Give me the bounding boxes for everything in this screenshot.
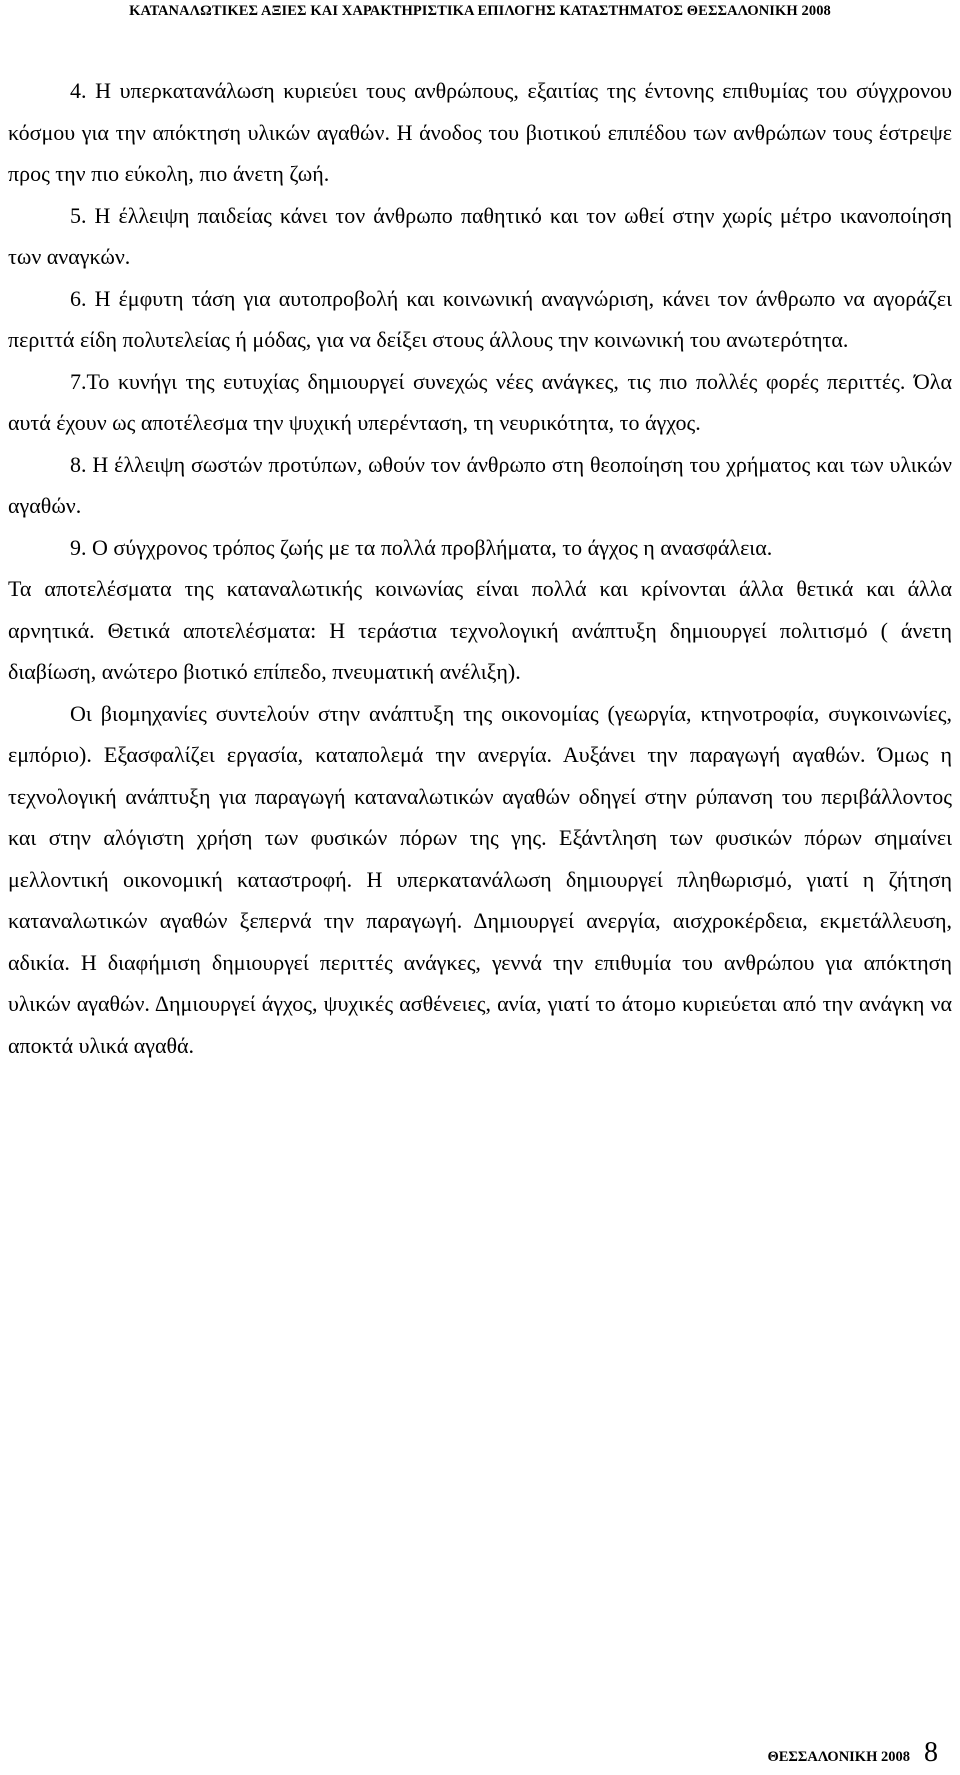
footer-label: ΘΕΣΣΑΛΟΝΙΚΗ 2008 [767, 1749, 910, 1765]
list-item: 9. Ο σύγχρονος τρόπος ζωής με τα πολλά προβλήματα, το άγχος η ανασφάλεια. [70, 534, 773, 560]
page-number: 8 [924, 1737, 938, 1768]
paragraph: Οι βιομηχανίες συντελούν στην ανάπτυξη της οικονομίας (γεωργία, κτηνοτροφία, συγκοινωνίες, εμπόριο). Εξασφαλίζει εργασία, καταπολεμά την ανεργία. Αυξάνει την παραγωγή αγαθών. Όμως η τεχνολογική ανάπτυξη για παραγωγή καταναλωτικών αγαθών οδηγεί στην ρύπανση του περιβάλλοντος και στην αλόγιστη χρήση των φυσικών πόρων της γης. Εξάντληση των φυσικών πόρων σημαίνει μελλοντική οικονομική καταστροφή. Η υπερκατανάλωση δημιουργεί πληθωρισμό, γιατί η ζήτηση καταναλωτικών αγαθών ξεπερνά την παραγωγή. Δημιουργεί ανεργία, αισχροκέρδεια, εκμετάλλευση, αδικία. Η διαφήμιση δημιουργεί περιττές ανάγκες, γεννά την επιθυμία του ανθρώπου για απόκτηση υλικών αγαθών. Δημιουργεί άγχος, ψυχικές ασθένειες, ανία, γιατί το άτομο κυριεύεται από την ανάγκη να αποκτά υλικά αγαθά. [8, 700, 952, 1058]
page-footer [767, 1738, 938, 1768]
paragraph: Τα αποτελέσματα της καταναλωτικής κοινωνίας είναι πολλά και κρίνονται άλλα θετικά και άλλα αρνητικά. Θετικά αποτελέσματα: Η τεράστια τεχνολογική ανάπτυξη δημιουργεί πολιτισμό ( άνετη διαβίωση, ανώτερο βιοτικό επίπεδο, πνευματική ανέλιξη). [8, 576, 952, 684]
list-item: 8. Η έλλειψη σωστών προτύπων, ωθούν τον άνθρωπο στη θεοποίηση του χρήματος και των υλικών αγαθών. [8, 451, 952, 518]
list-item: 5. Η έλλειψη παιδείας κάνει τον άνθρωπο παθητικό και τον ωθεί στην χωρίς μέτρο ικανοποίηση των αναγκών. [8, 202, 952, 269]
document-body [8, 70, 952, 1066]
running-header: ΚΑΤΑΝΑΛΩΤΙΚΕΣ ΑΞΙΕΣ ΚΑΙ ΧΑΡΑΚΤΗΡΙΣΤΙΚΑ ΕΠΙΛΟΓΗΣ ΚΑΤΑΣΤΗΜΑΤΟΣ ΘΕΣΣΑΛΟΝΙΚΗ 2008 [129, 3, 831, 19]
list-item: 7.Το κυνήγι της ευτυχίας δημιουργεί συνεχώς νέες ανάγκες, τις πιο πολλές φορές περιττές. Όλα αυτά έχουν ως αποτέλεσμα την ψυχική υπερένταση, τη νευρικότητα, το άγχος. [8, 368, 952, 435]
list-item: 6. Η έμφυτη τάση για αυτοπροβολή και κοινωνική αναγνώριση, κάνει τον άνθρωπο να αγοράζει περιττά είδη πολυτελείας ή μόδας, για να δείξει στους άλλους την κοινωνική του ανωτερότητα. [8, 285, 952, 352]
list-item: 4. Η υπερκατανάλωση κυριεύει τους ανθρώπους, εξαιτίας της έντονης επιθυμίας του σύγχρονου κόσμου για την απόκτηση υλικών αγαθών. Η άνοδος του βιοτικού επιπέδου των ανθρώπων τους έστρεψε προς την πιο εύκολη, πιο άνετη ζωή. [8, 78, 952, 186]
